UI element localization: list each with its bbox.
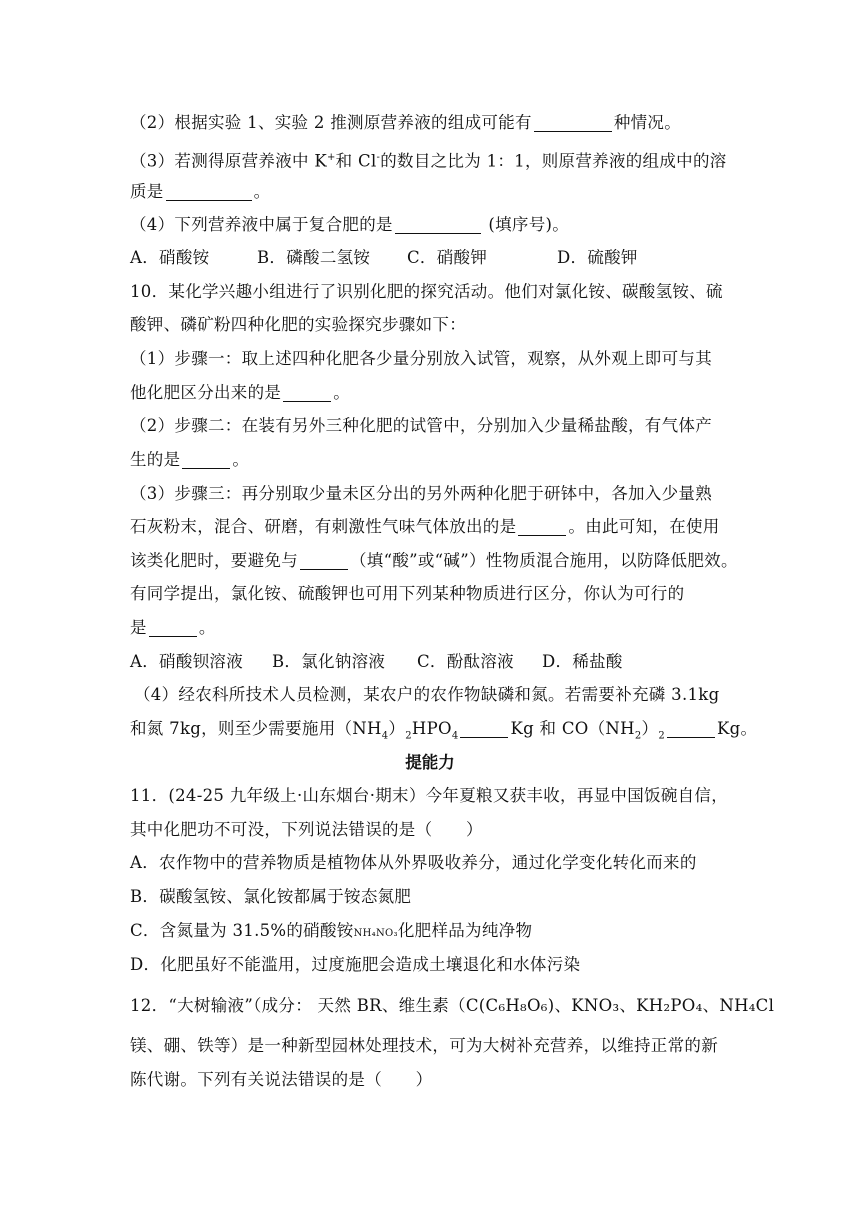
answer-blank[interactable] [518,517,566,536]
q10-options [130,650,623,674]
answer-blank[interactable] [149,618,197,637]
text: ） [388,719,406,738]
q10-step3-line1: （3）步骤三：再分别取少量未区分出的另外两种化肥于研钵中，各加入少量熟 [130,484,712,503]
answer-blank[interactable] [667,719,715,738]
chemical-formula: C(C₆H₈O₆) [465,996,555,1015]
q11-option-d[interactable]: D．化肥虽好不能滥用，过度施肥会造成土壤退化和水体污染 [130,955,581,974]
q10-step3-line2 [130,515,720,539]
text: 该类化肥时，要避免与 [130,551,298,570]
q12-line2: 镁、硼、铁等）是一种新型园林处理技术，可为大树补充营养，以维持正常的新 [130,1036,718,1055]
text: 和 Cl [335,151,377,171]
q10-step2-line2 [130,448,249,472]
q9-part3-line2 [130,180,270,204]
q10-step3-line4: 有同学提出，氯化铵、硫酸钾也可用下列某种物质进行区分，你认为可行的 [130,584,685,603]
option-c[interactable]: C．酚酞溶液 [417,652,514,671]
answer-blank[interactable] [395,215,481,234]
text: 、KNO₃、KH₂PO₄、NH₄Cl [554,996,775,1015]
text: 化肥样品为纯净物 [397,921,533,940]
q10-step3-line3 [130,549,738,573]
option-a[interactable]: A．硝酸钡溶液 [130,652,244,671]
subscript: 4 [451,730,459,742]
answer-blank[interactable] [283,383,331,402]
text: HPO [411,719,452,738]
q10-step1-line2 [130,381,350,405]
text: （填“酸”或“碱”）性物质混合施用，以防降低肥效。 [350,551,738,570]
text: （4）下列营养液中属于复合肥的是 [130,215,393,234]
q10-stem-line1: 10．某化学兴趣小组进行了识别化肥的探究活动。他们对氯化铵、碳酸氢铵、硫 [130,282,723,301]
option-d[interactable]: D．硫酸钾 [557,248,638,267]
q9-options [130,246,638,270]
text: C．含氮量为 31.5%的硝酸铵 [130,921,354,940]
text: ） [641,719,659,738]
q9-part2-text: （2）根据实验 1、实验 2 推测原营养液的组成可能有 [130,113,532,132]
subscript: 2 [634,730,642,742]
answer-blank[interactable] [300,551,348,570]
text: Kg 和 CO（NH [510,719,635,738]
subscript: 4 [381,730,389,742]
option-b[interactable]: B．磷酸二氢铵 [257,248,371,267]
answer-blank[interactable] [182,450,230,469]
q10-step4-line2 [130,717,757,748]
q11-option-c[interactable] [130,919,532,946]
q10-step2-line1: （2）步骤二：在装有另外三种化肥的试管中，分别加入少量稀盐酸，有气体产 [130,416,712,435]
q9-part3-line1 [130,146,727,174]
q9-part4 [130,213,569,237]
q12-line3: 陈代谢。下列有关说法错误的是（ ） [130,1070,433,1089]
option-a[interactable]: A．硝酸铵 [130,248,210,267]
text: （3）若测得原营养液中 K [130,151,327,171]
q9-part2 [130,111,681,135]
subscript: 2 [658,730,665,742]
text: 和氮 7kg，则至少需要施用（NH [130,719,382,738]
q9-part2-tail: 种情况。 [613,113,682,132]
text: 。由此可知，在使用 [568,517,720,536]
option-b[interactable]: B．氯化钠溶液 [272,652,386,671]
q11-stem-line1: 11．(24-25 九年级上·山东烟台·期末）今年夏粮又获丰收，再显中国饭碗自信， [130,786,729,805]
q12-line1 [130,994,774,1018]
text: 。 [232,450,250,469]
q10-step4-line1: （4）经农科所技术人员检测，某农户的农作物缺磷和氮。若需要补充磷 3.1kg [134,685,720,704]
q11-option-a[interactable]: A．农作物中的营养物质是植物体从外界吸收养分，通过化学变化转化而来的 [130,853,697,872]
q10-stem-line2: 酸钾、磷矿粉四种化肥的实验探究步骤如下： [130,315,466,334]
option-c[interactable]: C．硝酸钾 [407,248,488,267]
section-title: 提能力 [405,753,455,772]
text: Kg。 [717,719,758,738]
subscript: 2 [405,730,412,742]
q11-option-b[interactable]: B．碳酸氢铵、氯化铵都属于铵态氮肥 [130,887,412,906]
text: 的数目之比为 1：1，则原营养液的组成中的溶 [380,151,727,171]
answer-blank[interactable] [534,113,612,132]
superscript: - [376,152,381,163]
q10-step1-line1: （1）步骤一：取上述四种化肥各少量分别放入试管，观察，从外观上即可与其 [130,349,712,368]
answer-blank[interactable] [166,182,252,201]
text: 。 [198,618,216,637]
text: 是 [130,618,147,637]
chemical-formula: NH₄NO₃ [353,928,398,939]
text: 他化肥区分出来的是 [130,383,282,402]
answer-blank[interactable] [460,719,508,738]
text: 。 [333,383,351,402]
text: 石灰粉末，混合、研磨，有刺激性气味气体放出的是 [130,517,517,536]
superscript: + [326,152,336,163]
option-d[interactable]: D．稀盐酸 [542,652,623,671]
q10-step3-line5 [130,616,216,640]
text: 。 [253,182,271,201]
text: 生的是 [130,450,181,469]
text: (填序号)。 [482,215,570,234]
text: 质是 [130,182,164,201]
text: 12．“大树输液”（成分： 天然 BR、维生素（ [130,996,466,1015]
q11-stem-line2: 其中化肥功不可没，下列说法错误的是（ ） [130,820,483,839]
